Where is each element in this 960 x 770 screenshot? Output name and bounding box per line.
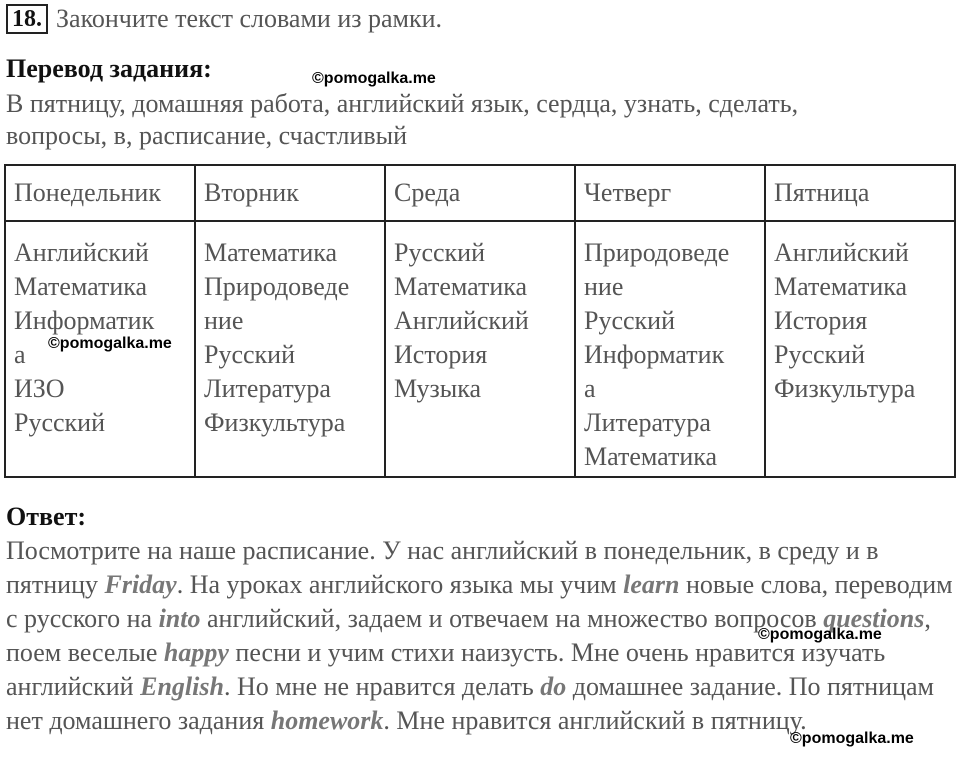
subject: Английский xyxy=(14,238,149,267)
task-number: 18. xyxy=(6,4,48,34)
subject: а xyxy=(584,374,596,403)
subject: Математика xyxy=(14,272,148,301)
answer-segment: Посмотрите на наше расписание. У нас английский в понедельник, в среду и в пятницу xyxy=(6,536,879,599)
answer-segment: английский, задаем и отвечаем на множество вопросов xyxy=(200,604,824,633)
subject: Русский xyxy=(774,340,865,369)
day-header: Понедельник xyxy=(5,165,195,221)
subject: Английский xyxy=(394,306,529,335)
answer-word: questions xyxy=(823,604,925,633)
translation-heading: Перевод задания: xyxy=(6,54,212,83)
subject: Русский xyxy=(584,306,675,335)
subject: Математика xyxy=(204,238,338,267)
answer-segment: песни и учим стихи наизусть. Мне очень нравится изучать английский xyxy=(6,638,886,701)
answer-segment: новые слова, переводим с русского на xyxy=(6,570,953,633)
answer-word: learn xyxy=(623,570,680,599)
task-header xyxy=(6,4,442,34)
subject: Математика xyxy=(394,272,528,301)
subject: ние xyxy=(204,306,244,335)
translation-line: вопросы, в, расписание, счастливый xyxy=(6,121,408,150)
answer-segment: . Мне нравится английский в пятницу. xyxy=(383,706,807,735)
answer-segment: , поем веселые xyxy=(6,604,931,667)
subject: Информатик xyxy=(14,306,155,335)
subject: История xyxy=(774,306,868,335)
subject: Природоведе xyxy=(584,238,730,267)
day-header: Четверг xyxy=(575,165,765,221)
subject: Музыка xyxy=(394,374,481,403)
translation-text xyxy=(6,88,798,152)
day-header: Пятница xyxy=(765,165,955,221)
answer-segment: . На уроках английского языка мы учим xyxy=(176,570,624,599)
subjects-cell xyxy=(765,221,955,477)
subject: Математика xyxy=(774,272,908,301)
translation-line: В пятницу, домашняя работа, английский язык, сердца, узнать, сделать, xyxy=(6,89,799,118)
subject: Физкультура xyxy=(774,374,916,403)
answer-word: homework xyxy=(270,706,384,735)
subject: История xyxy=(394,340,488,369)
schedule-table xyxy=(4,164,956,478)
table-header-row xyxy=(5,165,955,221)
subject: Природоведе xyxy=(204,272,350,301)
answer-word: English xyxy=(140,672,224,701)
answer-word: do xyxy=(540,672,567,701)
answer-segment: домашнее задание. По пятницам нет домашнего задания xyxy=(6,672,934,735)
subject: Информатик xyxy=(584,340,725,369)
answer-heading: Ответ: xyxy=(6,502,87,531)
subject: ние xyxy=(584,272,624,301)
subject: Физкультура xyxy=(204,408,346,437)
day-header: Среда xyxy=(385,165,575,221)
watermark: ©pomogalka.me xyxy=(790,730,914,747)
day-header: Вторник xyxy=(195,165,385,221)
answer-word: Friday xyxy=(104,570,177,599)
answer-word: happy xyxy=(163,638,229,667)
subject: а xyxy=(14,340,26,369)
watermark: ©pomogalka.me xyxy=(758,626,882,643)
subjects-cell xyxy=(195,221,385,477)
subject: Русский xyxy=(394,238,485,267)
subject: Литература xyxy=(204,374,331,403)
answer-segment: . Но мне не нравится делать xyxy=(223,672,541,701)
subject: Русский xyxy=(14,408,105,437)
answer-word: into xyxy=(158,604,201,633)
subject: Математика xyxy=(584,442,718,471)
task-instruction: Закончите текст словами из рамки. xyxy=(56,4,443,33)
watermark: ©pomogalka.me xyxy=(48,335,172,352)
subjects-cell xyxy=(385,221,575,477)
subject: Английский xyxy=(774,238,909,267)
watermark: ©pomogalka.me xyxy=(312,70,436,87)
subjects-cell xyxy=(575,221,765,477)
subject: ИЗО xyxy=(14,374,65,403)
subject: Литература xyxy=(584,408,711,437)
subject: Русский xyxy=(204,340,295,369)
